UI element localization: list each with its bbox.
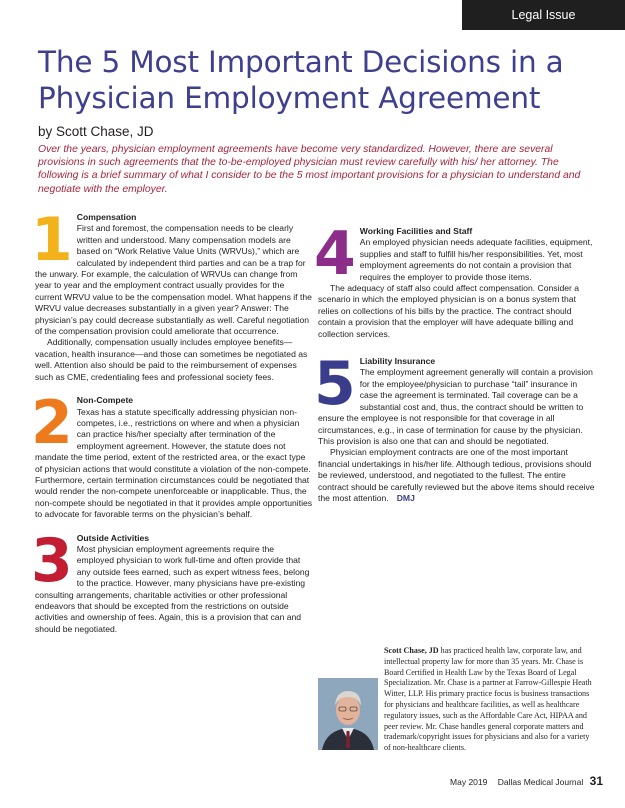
item-paragraph: Texas has a statute specifically addressing physician non-competes, i.e., restrictions on where and when a physician can practice his/her specialty after termination of the employment agreement. However, the statute does not mandate the time period, extent of the restricted area, or the exact type of physician actions that would constitute a violation of the non-compete. Furthermore, certain termination circumstances could be negotiated that would render the non-compete unenforceable or inapplicable. Thus, the non-compete should be negotiated in that it provides ample opportunities to advocate for favorable terms on the physician’s behalf.: [35, 406, 313, 520]
item-working-facilities: [314, 219, 596, 340]
item-heading: Outside Activities: [76, 532, 150, 543]
bio-author-name: Scott Chase, JD: [384, 646, 439, 655]
dmj-signature: DMJ: [396, 492, 415, 503]
item-paragraph: The employment agreement generally will contain a provision for the employee/physician to purchase “tail” insurance in case the agreement is terminated. Tail coverage can be a substantial cost and, thus, the contract should be written to ensure the employee is not responsible for that coverage in all circumstances, e.g., in case of termination for cause by the physician. This provision is also one that can and should be negotiated.: [318, 367, 593, 446]
page-number: 31: [589, 774, 603, 788]
item-heading: Non-Compete: [76, 395, 134, 406]
item-compensation: [31, 205, 313, 383]
closing-text: Physician employment contracts are one of the most important financial undertakings in his/her life. Although tedious, provisions should be reviewed, understood, and negotiated to the fullest. The entire contract should be carefully reviewed but the above items should receive the most attention.: [318, 447, 595, 503]
item-number: 1: [31, 205, 71, 275]
section-label: Legal Issue: [462, 0, 625, 30]
item-heading: Liability Insurance: [359, 356, 436, 367]
item-number: 5: [314, 349, 354, 420]
item-non-compete: [31, 388, 313, 520]
author-bio: [318, 646, 598, 754]
item-number: 4: [314, 219, 354, 289]
author-photo: [318, 678, 378, 750]
journal-name: Dallas Medical Journal: [497, 777, 584, 787]
item-paragraph: Most physician employment agreements require the employed physician to work full-time and often provide that any outside fees earned, such as expert witness fees, belong to the practice. However, many physicians have pre-existing consulting arrangements, charitable activities or other professional endeavors that should be excepted from the restrictions on outside activities and ownership of fees. Again, this is a provision that can and should be negotiated.: [35, 543, 310, 634]
right-column: [314, 219, 596, 516]
item-heading: Compensation: [76, 212, 137, 222]
issue-date: May 2019: [450, 777, 488, 787]
item-paragraph: First and foremost, the compensation needs to be clearly written and understood. Many compensation models are based on “Work Relative Value Units (WRVUs),” which are calculated by independent third parties and can be a trap for the unwary. For example, the calculation of WRVUs can change from year to year and the employment contract usually provides for the current WRVU value to be the compensation model. What happens if the WRVU value decreases substantially in a given year? Answer: The physician’s pay could decrease substantially as well. Careful negotiation of the compensation provision could ameliorate that occurrence.: [35, 223, 312, 337]
item-paragraph: The adequacy of staff also could affect compensation. Consider a scenario in which the employed physician is on a bonus system that relies on collections of his bills by the practice. The contract should contain a provision that the employer will have adequate billing and collection services.: [318, 283, 580, 339]
article-title: The 5 Most Important Decisions in a Physician Employment Agreement: [38, 45, 564, 115]
item-number: 3: [31, 525, 71, 596]
author-portrait-image: [318, 678, 378, 750]
item-paragraph: [318, 447, 596, 504]
bio-text: has practiced health law, corporate law, and intellectual property law for more than 35 years. Mr. Chase is Board Certified in Health Law by the Texas Board of Legal Specialization. Mr. Chase is a partner at Farrow-Gillespie Heath Witter, LLP. His primary practice focus is business transactions for physicians and healthcare facilities, as well as healthcare regulatory issues, such as the Affordable Care Act, HIPAA and peer review. Mr. Chase handles general corporate matters and trademark/copyright issues for physicians and also for a variety of non-healthcare clients.: [384, 646, 592, 753]
item-number: 2: [31, 388, 71, 459]
left-column: [31, 205, 313, 647]
byline: by Scott Chase, JD: [38, 124, 154, 139]
item-paragraph: An employed physician needs adequate facilities, equipment, supplies and staff to fulfill his/her responsibilities. Yet, most employment agreements do not contain a provision that requires the employer to provide those items.: [359, 237, 593, 282]
item-paragraph: Additionally, compensation usually includes employee benefits—vacation, health insurance—and those can sometimes be negotiated as well. Attention also should be paid to the reimbursement of expenses such as CME, credentialing fees and professional society fees.: [35, 337, 308, 382]
page-footer: [450, 774, 603, 788]
item-heading: Working Facilities and Staff: [359, 226, 473, 236]
item-outside-activities: [31, 525, 313, 636]
item-liability-insurance: [314, 349, 596, 504]
intro-paragraph: Over the years, physician employment agreements have become very standardized. However, there are several provisions in such agreements that the to-be-employed physician must review carefully with his/ her attorney. The following is a brief summary of what I consider to be the 5 most important provisions for a physician to understand and negotiate with the employer.: [38, 144, 581, 195]
